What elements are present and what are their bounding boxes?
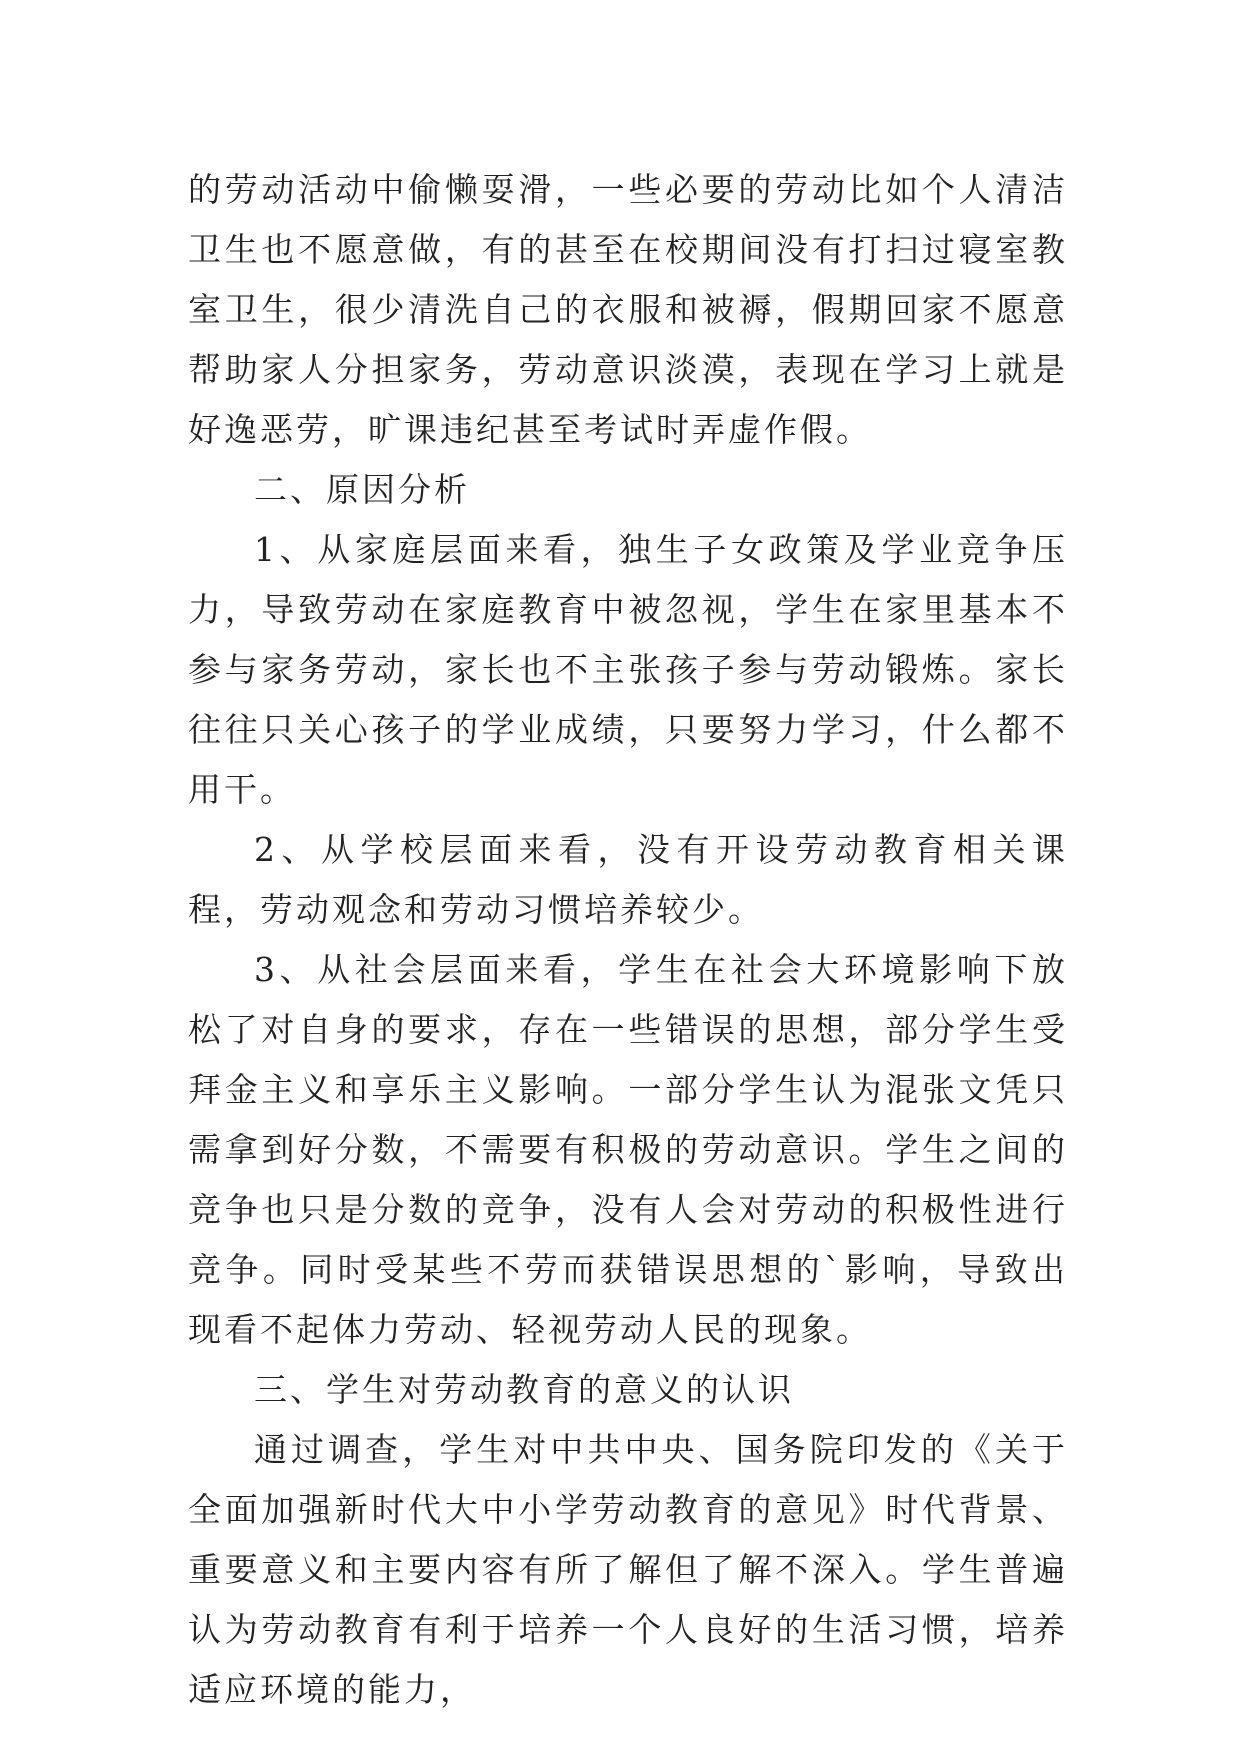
section-heading-cause-analysis: 二、原因分析 xyxy=(254,470,470,509)
section-heading-student-understanding: 三、学生对劳动教育的意义的认识 xyxy=(254,1370,794,1409)
document-body xyxy=(188,160,1068,1720)
paragraph-survey-results: 通过调查，学生对中共中央、国务院印发的《关于全面加强新时代大中小学劳动教育的意见》时代背景、重要意义和主要内容有所了解但了解不深入。学生普遍认为劳动教育有利于培养一个人良好的生活习惯，培养适应环境的能力， xyxy=(188,1430,1068,1709)
paragraph-continuation: 的劳动活动中偷懒耍滑，一些必要的劳动比如个人清洁卫生也不愿意做，有的甚至在校期间没有打扫过寝室教室卫生，很少清洗自己的衣服和被褥，假期回家不愿意帮助家人分担家务，劳动意识淡漠，表现在学习上就是好逸恶劳，旷课违纪甚至考试时弄虚作假。 xyxy=(188,170,1068,449)
paragraph-society-level: 3、从社会层面来看，学生在社会大环境影响下放松了对自身的要求，存在一些错误的思想，部分学生受拜金主义和享乐主义影响。一部分学生认为混张文凭只需拿到好分数，不需要有积极的劳动意识。学生之间的竞争也只是分数的竞争，没有人会对劳动的积极性进行竞争。同时受某些不劳而获错误思想的`影响，导致出现看不起体力劳动、轻视劳动人民的现象。 xyxy=(188,950,1068,1349)
paragraph-family-level: 1、从家庭层面来看，独生子女政策及学业竞争压力，导致劳动在家庭教育中被忽视，学生在家里基本不参与家务劳动，家长也不主张孩子参与劳动锻炼。家长往往只关心孩子的学业成绩，只要努力学习，什么都不用干。 xyxy=(188,530,1068,809)
paragraph-school-level: 2、从学校层面来看，没有开设劳动教育相关课程，劳动观念和劳动习惯培养较少。 xyxy=(188,830,1068,929)
